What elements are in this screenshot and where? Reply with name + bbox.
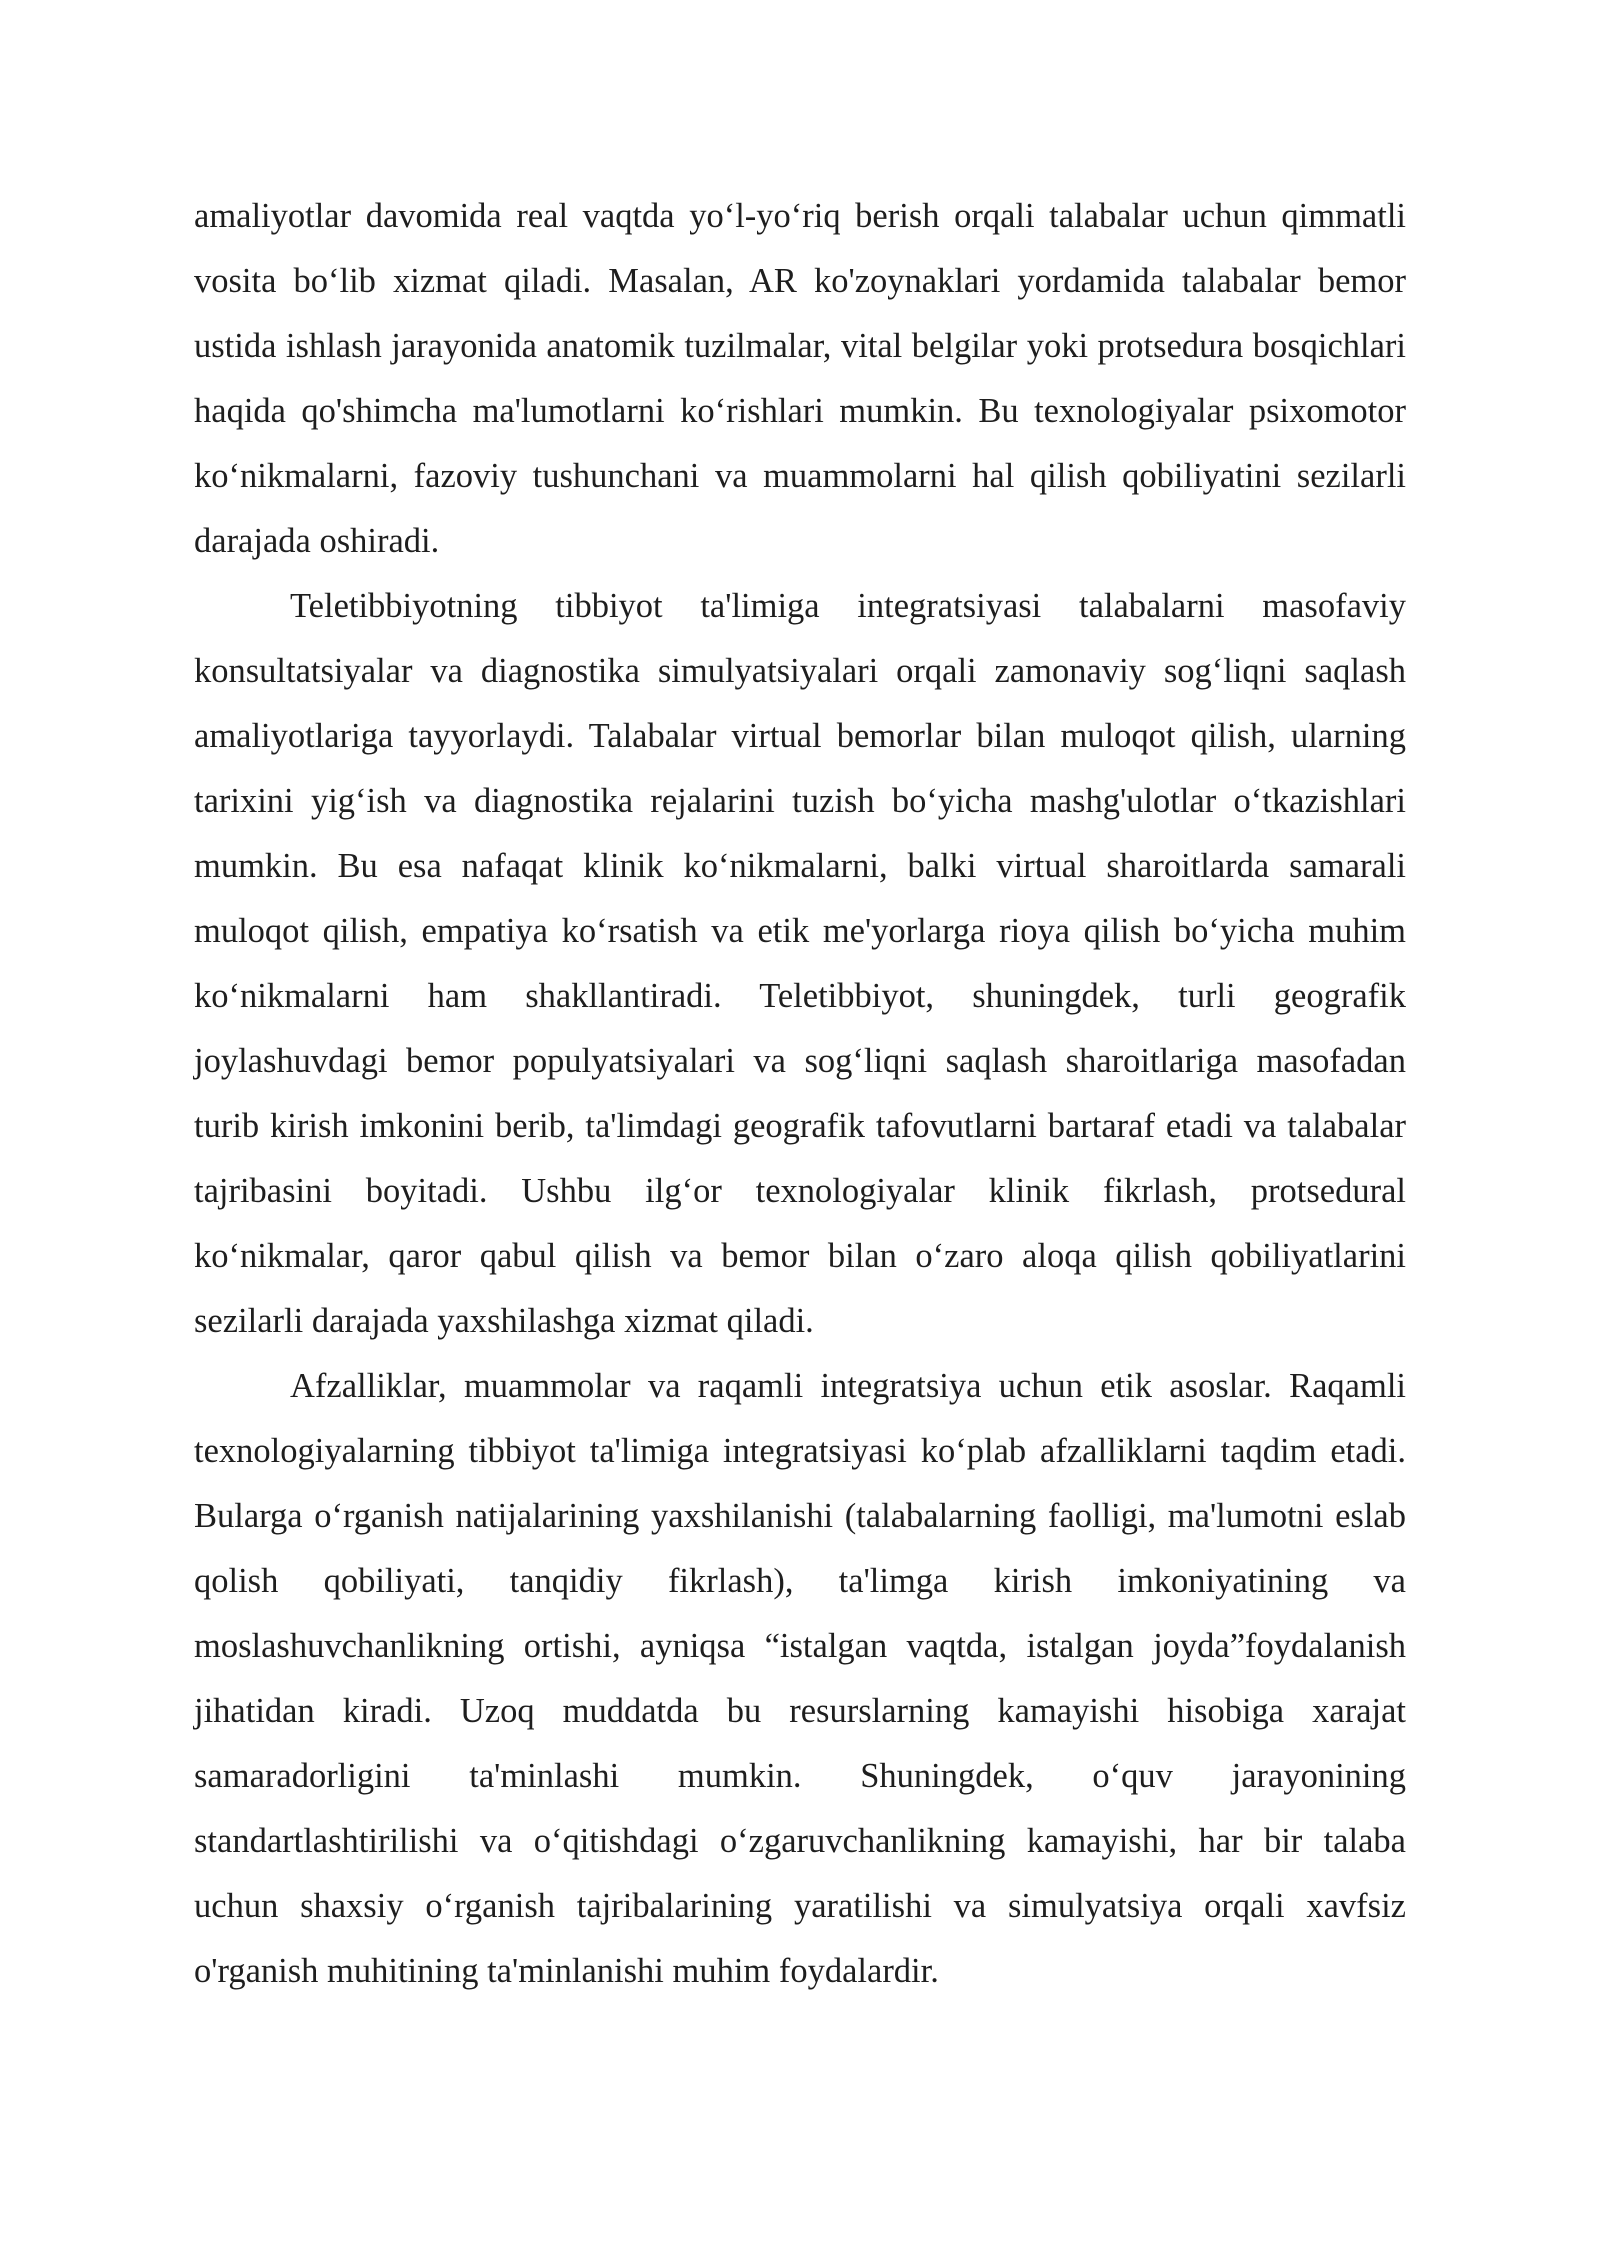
paragraph-advantages: Afzalliklar, muammolar va raqamli integratsiya uchun etik asoslar. Raqamli texnologiyalarning tibbiyot ta'limiga integratsiyasi ko‘plab afzalliklarni taqdim etadi. Bularga o‘rganish natijalarining yaxshilanishi (talabalarning faolligi, ma'lumotni eslab qolish qobiliyati, tanqidiy fikrlash), ta'limga kirish imkoniyatining va moslashuvchanlikning ortishi, ayniqsa “istalgan vaqtda, istalgan joyda”foydalanish jihatidan kiradi. Uzoq muddatda bu resurslarning kamayishi hisobiga xarajat samaradorligini ta'minlashi mumkin. Shuningdek, o‘quv jarayonining standartlashtirilishi va o‘qitishdagi o‘zgaruvchanlikning kamayishi, har bir talaba uchun shaxsiy o‘rganish tajribalarining yaratilishi va simulyatsiya orqali xavfsiz o'rganish muhitining ta'minlanishi muhim foydalardir. [194, 1367, 1406, 1990]
body-text [194, 184, 1406, 2004]
paragraph-telemedicine: Teletibbiyotning tibbiyot ta'limiga integratsiyasi talabalarni masofaviy konsultatsiyalar va diagnostika simulyatsiyalari orqali zamonaviy sog‘liqni saqlash amaliyotlariga tayyorlaydi. Talabalar virtual bemorlar bilan muloqot qilish, ularning tarixini yig‘ish va diagnostika rejalarini tuzish bo‘yicha mashg'ulotlar o‘tkazishlari mumkin. Bu esa nafaqat klinik ko‘nikmalarni, balki virtual sharoitlarda samarali muloqot qilish, empatiya ko‘rsatish va etik me'yorlarga rioya qilish bo‘yicha muhim ko‘nikmalarni ham shakllantiradi. Teletibbiyot, shuningdek, turli geografik joylashuvdagi bemor populyatsiyalari va sog‘liqni saqlash sharoitlariga masofadan turib kirish imkonini berib, ta'limdagi geografik tafovutlarni bartaraf etadi va talabalar tajribasini boyitadi. Ushbu ilg‘or texnologiyalar klinik fikrlash, protsedural ko‘nikmalar, qaror qabul qilish va bemor bilan o‘zaro aloqa qilish qobiliyatlarini sezilarli darajada yaxshilashga xizmat qiladi. [194, 587, 1406, 1340]
paragraph-ar-technologies: amaliyotlar davomida real vaqtda yo‘l-yo‘riq berish orqali talabalar uchun qimmatli vosita bo‘lib xizmat qiladi. Masalan, AR ko'zoynaklari yordamida talabalar bemor ustida ishlash jarayonida anatomik tuzilmalar, vital belgilar yoki protsedura bosqichlari haqida qo'shimcha ma'lumotlarni ko‘rishlari mumkin. Bu texnologiyalar psixomotor ko‘nikmalarni, fazoviy tushunchani va muammolarni hal qilish qobiliyatini sezilarli darajada oshiradi. [194, 197, 1406, 560]
